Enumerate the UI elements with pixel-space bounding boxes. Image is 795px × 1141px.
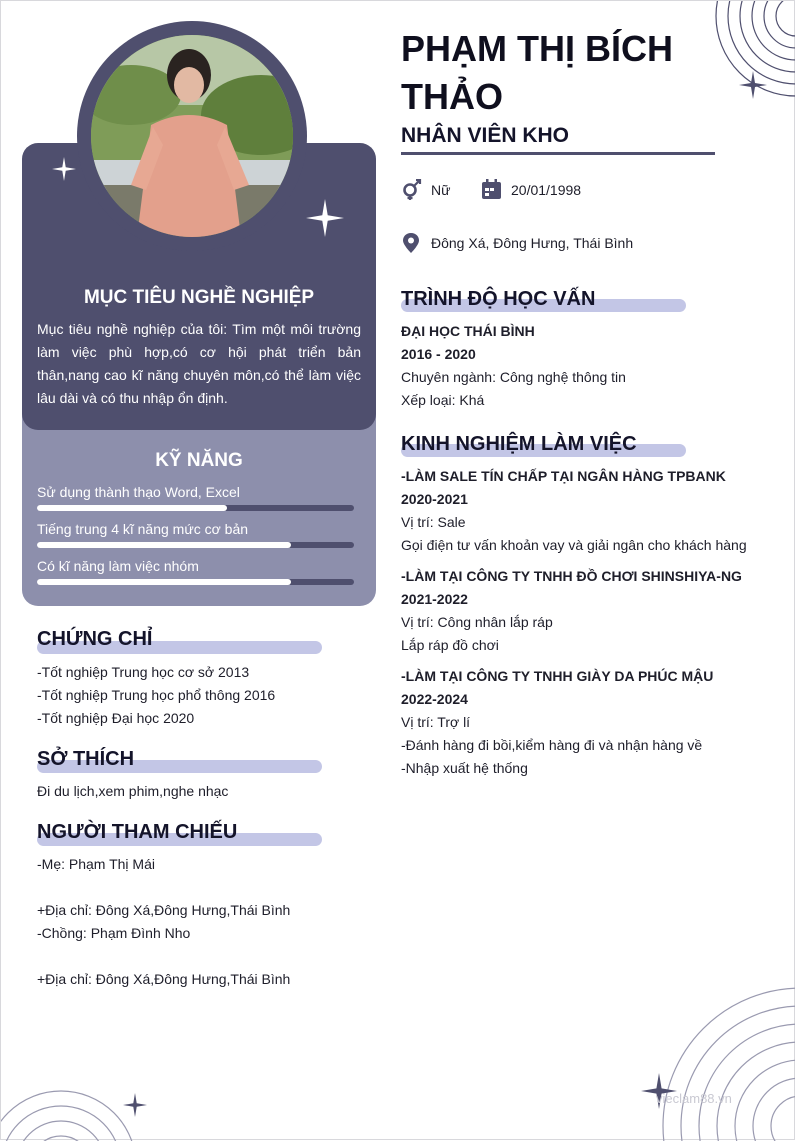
- skill-bar-fill: [37, 579, 291, 585]
- certificates-title: CHỨNG CHỈ: [37, 628, 153, 650]
- sparkle-icon: [52, 157, 76, 181]
- certificate-item: -Tốt nghiệp Đại học 2020: [37, 710, 195, 726]
- skills-title: KỸ NĂNG: [155, 450, 243, 471]
- education-grade: Xếp loại: Khá: [401, 392, 485, 408]
- decorative-arcs-bottom-right: [651, 966, 795, 1141]
- sparkle-icon: [123, 1093, 147, 1117]
- calendar-icon: [481, 179, 502, 200]
- job-detail: Vị trí: Công nhân lắp ráp: [401, 614, 553, 630]
- education-years: 2016 - 2020: [401, 346, 476, 362]
- hobbies-title: SỞ THÍCH: [37, 748, 135, 770]
- skill-bar-fill: [37, 505, 227, 511]
- certificate-item: -Tốt nghiệp Trung học cơ sở 2013: [37, 664, 250, 680]
- skill-bar-fill: [37, 542, 291, 548]
- reference-line: +Địa chỉ: Đông Xá,Đông Hưng,Thái Bình: [37, 971, 291, 987]
- location-icon: [401, 232, 421, 254]
- hobbies-text: Đi du lịch,xem phim,nghe nhạc: [37, 783, 229, 799]
- avatar-illustration: [91, 35, 293, 237]
- job-company: -LÀM TẠI CÔNG TY TNHH ĐỒ CHƠI SHINSHIYA-NG: [401, 568, 742, 584]
- job-company: -LÀM SALE TÍN CHẤP TẠI NGÂN HÀNG TPBANK: [401, 468, 726, 484]
- job-detail: Vị trí: Sale: [401, 514, 466, 530]
- title-divider: [401, 152, 715, 155]
- job-years: 2021-2022: [401, 591, 468, 607]
- job-detail: Lắp ráp đồ chơi: [401, 637, 499, 653]
- certificate-item: -Tốt nghiệp Trung học phổ thông 2016: [37, 687, 276, 703]
- avatar: [91, 35, 293, 237]
- experience-title: KINH NGHIỆM LÀM VIỆC: [401, 433, 637, 455]
- school-name: ĐẠI HỌC THÁI BÌNH: [401, 323, 535, 339]
- job-years: 2022-2024: [401, 691, 468, 707]
- job-title: NHÂN VIÊN KHO: [401, 124, 570, 147]
- skill-bar: [37, 505, 354, 511]
- objective-title: MỤC TIÊU NGHỀ NGHIỆP: [83, 287, 315, 308]
- sparkle-icon: [306, 199, 344, 237]
- address-value: Đông Xá, Đông Hưng, Thái Bình: [431, 235, 634, 251]
- watermark: vieclam88.vn: [656, 1091, 732, 1106]
- job-detail: Gọi điện tư vấn khoản vay và giải ngân cho khách hàng: [401, 537, 747, 553]
- candidate-name: PHẠM THỊ BÍCH THẢO: [401, 28, 673, 117]
- gender-icon: [401, 179, 422, 200]
- skill-bar: [37, 542, 354, 548]
- reference-line: -Chồng: Phạm Đình Nho: [37, 925, 191, 941]
- gender-value: Nữ: [431, 182, 451, 198]
- skill-label: Tiếng trung 4 kĩ năng mức cơ bản: [37, 521, 249, 537]
- job-detail: -Đánh hàng đi bồi,kiểm hàng đi và nhận hàng về: [401, 737, 703, 753]
- job-detail: Vị trí: Trợ lí: [401, 714, 471, 730]
- skill-item: [37, 483, 354, 511]
- reference-line: -Mẹ: Phạm Thị Mái: [37, 856, 155, 872]
- skill-label: Có kĩ năng làm việc nhóm: [37, 558, 199, 574]
- birthdate-value: 20/01/1998: [511, 182, 582, 198]
- education-title: TRÌNH ĐỘ HỌC VẤN: [401, 288, 596, 310]
- job-company: -LÀM TẠI CÔNG TY TNHH GIÀY DA PHÚC MẬU: [401, 668, 714, 684]
- reference-line: +Địa chỉ: Đông Xá,Đông Hưng,Thái Bình: [37, 902, 291, 918]
- skill-item: [37, 557, 354, 585]
- skill-item: [37, 520, 354, 548]
- job-years: 2020-2021: [401, 491, 468, 507]
- education-major: Chuyên ngành: Công nghệ thông tin: [401, 369, 626, 385]
- sparkle-icon: [739, 71, 767, 99]
- job-detail: -Nhập xuất hệ thống: [401, 760, 528, 776]
- objective-text: Mục tiêu nghề nghiệp của tôi: Tìm một môi trường làm việc phù hợp,có cơ hội phát triển bản thân,nang cao kĩ năng chuyên môn,có thể làm việc lâu dài và có thu nhập ổn định.: [37, 321, 361, 406]
- skill-label: Sử dụng thành thạo Word, Excel: [37, 484, 240, 500]
- references-title: NGƯỜI THAM CHIẾU: [37, 821, 238, 843]
- skill-bar: [37, 579, 354, 585]
